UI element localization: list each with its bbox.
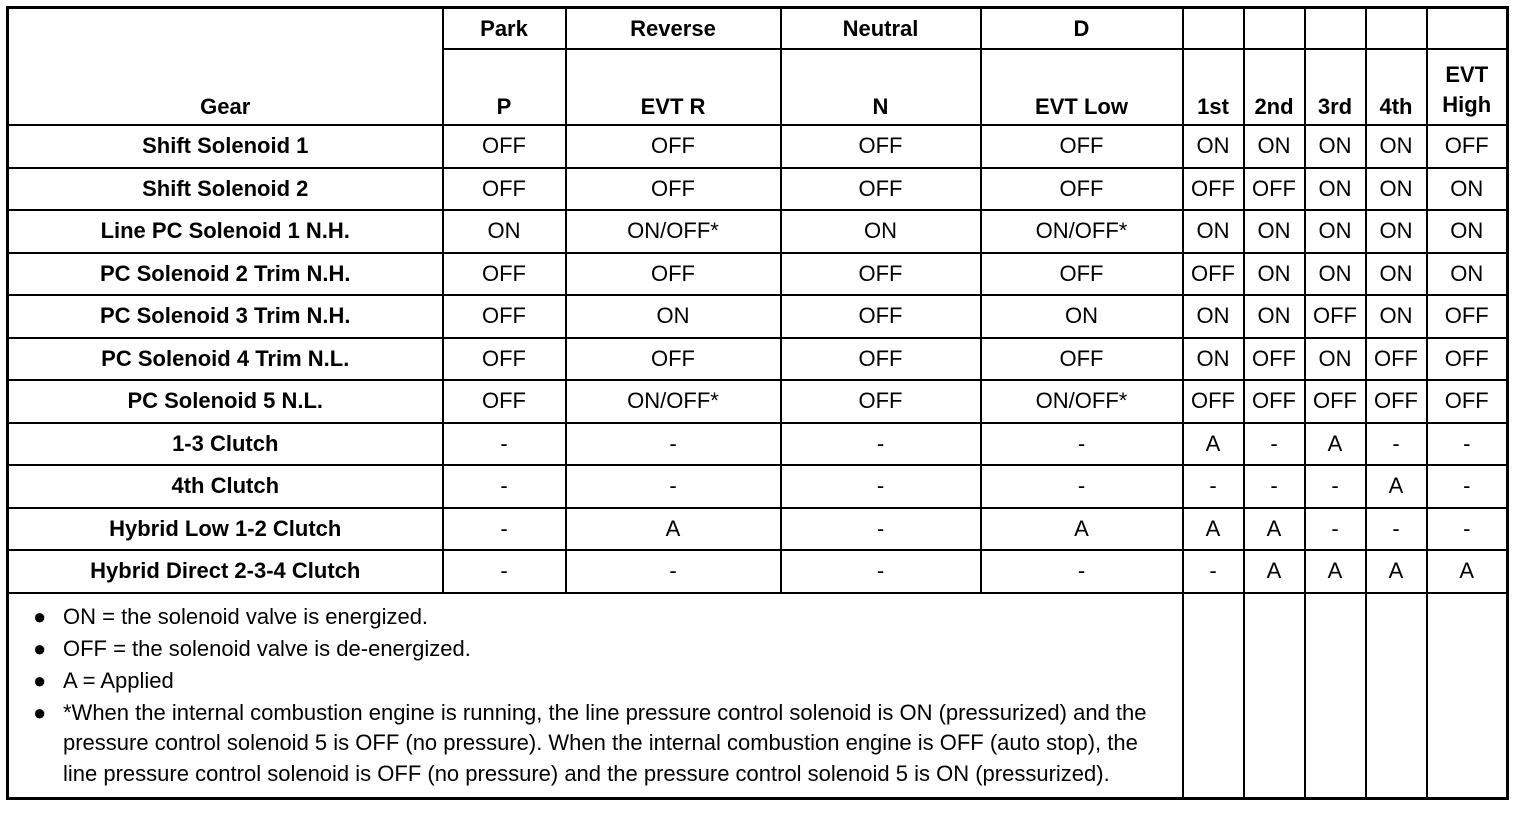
table-cell: OFF [781, 168, 981, 211]
table-cell: ON [1427, 253, 1508, 296]
table-cell: - [1244, 465, 1305, 508]
table-row [8, 210, 1508, 253]
table-cell: OFF [443, 253, 566, 296]
solenoid-application-table [6, 6, 1509, 800]
header-group-blank [1427, 8, 1508, 50]
row-label: PC Solenoid 4 Trim N.L. [8, 338, 443, 381]
table-cell: OFF [1427, 338, 1508, 381]
table-row [8, 465, 1508, 508]
notes-list [33, 602, 1172, 790]
table-row [8, 423, 1508, 466]
notes-blank-cell [1305, 593, 1366, 799]
table-cell: - [981, 423, 1183, 466]
table-cell: OFF [1244, 338, 1305, 381]
row-label: Shift Solenoid 2 [8, 168, 443, 211]
table-cell: A [1244, 550, 1305, 593]
header-group-blank [1183, 8, 1244, 50]
table-cell: ON [1183, 338, 1244, 381]
table-row [8, 338, 1508, 381]
table-cell: OFF [1183, 380, 1244, 423]
table-cell: A [1305, 550, 1366, 593]
bullet-icon: ● [33, 699, 47, 725]
row-label: PC Solenoid 3 Trim N.H. [8, 295, 443, 338]
table-cell: - [781, 550, 981, 593]
table-cell: OFF [1366, 338, 1427, 381]
header-group-d: D [981, 8, 1183, 50]
header-col-p: P [443, 49, 566, 125]
header-col-3rd: 3rd [1305, 49, 1366, 125]
table-cell: ON [1183, 125, 1244, 168]
table-cell: OFF [781, 380, 981, 423]
table-row [8, 168, 1508, 211]
table-cell: OFF [443, 380, 566, 423]
row-label: Hybrid Low 1-2 Clutch [8, 508, 443, 551]
header-column-row [8, 49, 1508, 125]
table-cell: ON [1305, 253, 1366, 296]
notes-blank-cell [1183, 593, 1244, 799]
table-cell: A [1183, 508, 1244, 551]
table-cell: OFF [566, 338, 781, 381]
table-body [8, 125, 1508, 593]
solenoid-table-container [6, 6, 1509, 800]
table-cell: OFF [1305, 295, 1366, 338]
table-cell: ON [1366, 125, 1427, 168]
row-label: PC Solenoid 2 Trim N.H. [8, 253, 443, 296]
row-label: Line PC Solenoid 1 N.H. [8, 210, 443, 253]
row-label: 4th Clutch [8, 465, 443, 508]
note-item [33, 602, 1172, 632]
header-group-reverse: Reverse [566, 8, 781, 50]
table-cell: OFF [781, 295, 981, 338]
header-col-evt-high: EVT High [1427, 49, 1508, 125]
note-text: A = Applied [63, 667, 174, 693]
header-col-n: N [781, 49, 981, 125]
table-cell: OFF [443, 295, 566, 338]
table-cell: - [1427, 465, 1508, 508]
row-label: Hybrid Direct 2-3-4 Clutch [8, 550, 443, 593]
header-group-blank [1366, 8, 1427, 50]
header-col-4th: 4th [1366, 49, 1427, 125]
header-group-row [8, 8, 1508, 50]
table-row [8, 125, 1508, 168]
table-row [8, 380, 1508, 423]
table-cell: OFF [1427, 125, 1508, 168]
table-cell: ON [981, 295, 1183, 338]
table-cell: ON [1366, 253, 1427, 296]
table-cell: OFF [981, 253, 1183, 296]
table-cell: OFF [566, 253, 781, 296]
table-cell: OFF [981, 168, 1183, 211]
table-cell: A [1244, 508, 1305, 551]
header-group-park: Park [443, 8, 566, 50]
table-cell: OFF [1183, 253, 1244, 296]
table-cell: OFF [781, 338, 981, 381]
table-cell: ON/OFF* [566, 210, 781, 253]
header-col-2nd: 2nd [1244, 49, 1305, 125]
table-cell: - [981, 465, 1183, 508]
table-cell: ON [1244, 295, 1305, 338]
table-cell: OFF [781, 253, 981, 296]
table-cell: A [1183, 423, 1244, 466]
table-cell: OFF [1244, 380, 1305, 423]
table-cell: A [1305, 423, 1366, 466]
table-cell: - [981, 550, 1183, 593]
table-cell: A [981, 508, 1183, 551]
header-group-blank [1305, 8, 1366, 50]
table-cell: OFF [443, 338, 566, 381]
table-cell: OFF [1305, 380, 1366, 423]
table-cell: - [443, 423, 566, 466]
table-cell: - [1183, 550, 1244, 593]
table-cell: ON [1244, 125, 1305, 168]
table-cell: - [1366, 423, 1427, 466]
table-cell: - [781, 465, 981, 508]
row-label: PC Solenoid 5 N.L. [8, 380, 443, 423]
bullet-icon: ● [33, 635, 47, 661]
note-text: ON = the solenoid valve is energized. [63, 603, 429, 629]
table-cell: ON [1366, 210, 1427, 253]
table-cell: OFF [981, 125, 1183, 168]
table-row [8, 550, 1508, 593]
table-cell: - [781, 423, 981, 466]
table-row [8, 253, 1508, 296]
table-cell: - [443, 550, 566, 593]
table-cell: ON [1244, 210, 1305, 253]
row-label: 1-3 Clutch [8, 423, 443, 466]
header-col-evt-r: EVT R [566, 49, 781, 125]
table-cell: - [1427, 423, 1508, 466]
table-cell: - [1305, 508, 1366, 551]
table-cell: OFF [1427, 295, 1508, 338]
table-cell: ON [1305, 210, 1366, 253]
table-cell: OFF [443, 168, 566, 211]
table-cell: A [1366, 550, 1427, 593]
table-cell: A [1366, 465, 1427, 508]
table-cell: ON [781, 210, 981, 253]
table-cell: OFF [566, 125, 781, 168]
table-cell: OFF [443, 125, 566, 168]
header-corner [8, 8, 443, 50]
table-cell: ON [1366, 168, 1427, 211]
table-cell: - [781, 508, 981, 551]
table-cell: OFF [1366, 380, 1427, 423]
table-cell: - [566, 423, 781, 466]
row-label: Shift Solenoid 1 [8, 125, 443, 168]
table-cell: A [566, 508, 781, 551]
header-col-1st: 1st [1183, 49, 1244, 125]
table-cell: - [443, 508, 566, 551]
table-cell: ON/OFF* [981, 210, 1183, 253]
table-cell: ON [1305, 125, 1366, 168]
table-cell: ON [1366, 295, 1427, 338]
table-cell: ON [1427, 168, 1508, 211]
notes-row [8, 593, 1508, 799]
notes-blank-cell [1244, 593, 1305, 799]
notes-blank-cell [1427, 593, 1508, 799]
note-text: OFF = the solenoid valve is de-energized. [63, 635, 471, 661]
note-item [33, 666, 1172, 696]
table-cell: OFF [981, 338, 1183, 381]
table-cell: ON/OFF* [981, 380, 1183, 423]
header-gear-label: Gear [8, 49, 443, 125]
table-cell: OFF [1427, 380, 1508, 423]
table-cell: ON [1183, 210, 1244, 253]
table-cell: ON [1427, 210, 1508, 253]
header-group-neutral: Neutral [781, 8, 981, 50]
table-row [8, 508, 1508, 551]
table-cell: OFF [781, 125, 981, 168]
table-cell: ON/OFF* [566, 380, 781, 423]
table-row [8, 295, 1508, 338]
table-cell: A [1427, 550, 1508, 593]
table-cell: ON [1305, 338, 1366, 381]
table-cell: ON [1183, 295, 1244, 338]
note-item [33, 634, 1172, 664]
table-cell: ON [1305, 168, 1366, 211]
table-cell: - [1183, 465, 1244, 508]
bullet-icon: ● [33, 603, 47, 629]
table-cell: OFF [566, 168, 781, 211]
header-group-blank [1244, 8, 1305, 50]
table-cell: - [443, 465, 566, 508]
table-cell: - [1427, 508, 1508, 551]
bullet-icon: ● [33, 667, 47, 693]
table-cell: ON [443, 210, 566, 253]
table-cell: - [1366, 508, 1427, 551]
table-cell: - [566, 465, 781, 508]
notes-cell [8, 593, 1183, 799]
table-cell: - [1244, 423, 1305, 466]
notes-blank-cell [1366, 593, 1427, 799]
table-cell: - [566, 550, 781, 593]
note-text: *When the internal combustion engine is running, the line pressure control solenoid is ON (pressurized) and the pressure control solenoid 5 is OFF (no pressure). When the internal combustion engine is OFF (auto stop), the line pressure control solenoid is OFF (no pressure) and the pressure control solenoid 5 is ON (pressurized). [63, 699, 1147, 786]
header-col-evt-low: EVT Low [981, 49, 1183, 125]
table-cell: OFF [1244, 168, 1305, 211]
table-cell: ON [566, 295, 781, 338]
table-cell: - [1305, 465, 1366, 508]
table-cell: OFF [1183, 168, 1244, 211]
table-cell: ON [1244, 253, 1305, 296]
note-item [33, 698, 1172, 790]
